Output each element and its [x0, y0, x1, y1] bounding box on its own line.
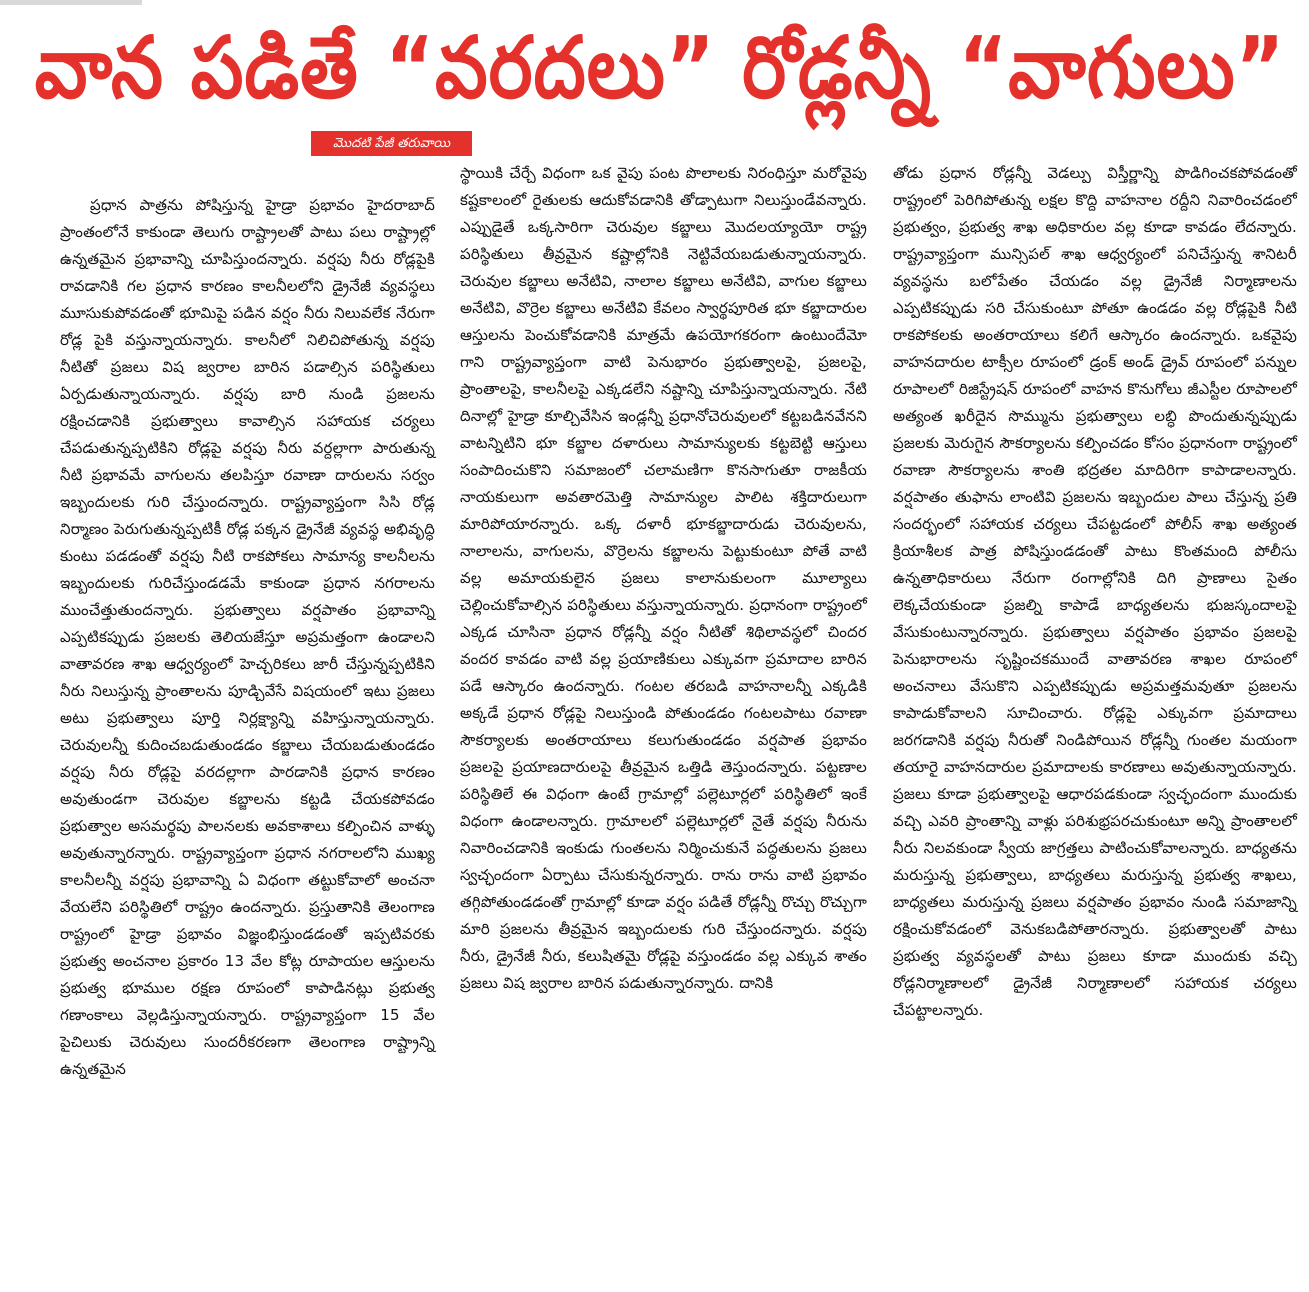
article-column-1-text: ప్రధాన పాత్రను పోషిస్తున్న హైడ్రా ప్రభావం హైదరాబాద్ ప్రాంతంలోనే కాకుండా తెలుగు రాష్ట్రాలతో పాటు పలు రాష్ట్రాల్లో ఉన్నతమైన ప్రభావాన్ని చూపిస్తుందన్నారు. వర్షపు నీరు రోడ్లపైకి రావడానికి గల ప్రధాన కారణం కాలనీలలోని డ్రైనేజీ వ్యవస్థలు మూసుకుపోవడంతో భూమిపై పడిన వర్షం నీరు నిలువలేక నేరుగా రోడ్ల పైకి వస్తున్నాయన్నారు. కాలనీలో నిలిచిపోతున్న వర్షపు నీటితో ప్రజలు విష జ్వరాల బారిన పడాల్సిన పరిస్థితులు ఏర్పడుతున్నాయన్నారు. వర్షపు బారి నుండి ప్రజలను రక్షించడానికి ప్రభుత్వాలు కావాల్సిన సహాయక చర్యలు చేపడుతున్నప్పటికిని రోడ్లపై వర్షపు నీరు వర్దల్లాగా పారుతున్న నీటి ప్రభావమే వాగులను తలపిస్తూ రవాణా దారులను సర్వం ఇబ్బందులకు గురి చేస్తుందన్నారు. రాష్ట్రవ్యాప్తంగా సిసి రోడ్ల నిర్మాణం పెరుగుతున్నప్పటికీ రోడ్ల పక్కన డ్రైనేజీ వ్యవస్థ అభివృద్ధి కుంటు పడడంతో వర్షపు నీటి రాకపోకలు సామాన్య కాలనీలను ఇబ్బందులకు గురిచేస్తుండడమే కాకుండా ప్రధాన నగరాలను ముంచేత్తుతుందన్నారు. ప్రభుత్వాలు వర్షపాతం ప్రభావాన్ని ఎప్పటికప్పుడు ప్రజలకు తెలియజేస్తూ అప్రమత్తంగా ఉండాలని వాతావరణ శాఖ ఆధ్వర్యంలో హెచ్చరికలు జారీ చేస్తున్నప్పటికిని నీరు నిలుస్తున్న ప్రాంతాలను పూడ్చివేసే విషయంలో ఇటు ప్రజలు అటు ప్రభుత్వాలు పూర్తి నిర్లక్ష్యాన్ని వహిస్తున్నాయన్నారు. చెరువులన్నీ కుదించబడుతుండడం కబ్జాలు చేయబడుతుండడం వర్షపు నీరు రోడ్లపై వరదల్లాగా పారడానికి ప్రధాన కారణం అవుతుండగా చెరువుల కబ్జాలను కట్టడి చేయకపోవడం ప్రభుత్వాల అసమర్థపు పాలనలకు అవకాశాలు కల్పించిన వాళ్ళు అవుతున్నారన్నారు. రాష్ట్రవ్యాప్తంగా ప్రధాన నగరాలలోని ముఖ్య కాలనీలన్నీ వర్షపు ప్రభావాన్ని ఏ విధంగా తట్టుకోవాలో అంచనా వేయలేని పరిస్థితిలో రాష్ట్రం ఉందన్నారు. ప్రస్తుతానికి తెలంగాణ రాష్ట్రంలో హైడ్రా ప్రభావం విజ్ఞంభిస్తుండడంతో ఇప్పటివరకు ప్రభుత్వ అంచనాల ప్రకారం 13 వేల కోట్ల రూపాయల ఆస్తులను ప్రభుత్వ భూముల రక్షణ రూపంలో కాపాడినట్లు ప్రభుత్వ గణాంకాలు వెల్లడిస్తున్నాయన్నారు. రాష్ట్రవ్యాప్తంగా 15 వేల పైచిలుకు చెరువులు సుందరీకరణగా తెలంగాణ రాష్ట్రాన్ని ఉన్నతమైన: [60, 196, 435, 1078]
continued-from-front-page-tag: మొదటి పేజీ తరువాయి: [311, 131, 472, 156]
article-column-3-text: తోడు ప్రధాన రోడ్లన్నీ వెడల్పు విస్తీర్ణాన్ని పొడిగించకపోవడంతో రాష్ట్రంలో పెరిగిపోతున్న లక్షల కొద్ది వాహనాల రద్దీని నివారించడంలో ప్రభుత్వం, ప్రభుత్వ శాఖ అధికారుల వల్ల కూడా కావడం లేదన్నారు. రాష్ట్రవ్యాప్తంగా మున్సిపల్ శాఖ ఆధ్వర్యంలో పనిచేస్తున్న శానిటరీ వ్యవస్థను బలోపేతం చేయడం వల్ల డ్రైనేజీ నిర్మాణాలను ఎప్పటికప్పుడు సరి చేసుకుంటూ పోతూ ఉండడం వల్ల రోడ్లపైకి నీటి రాకపోకలకు అంతరాయాలు కలిగే ఆస్కారం ఉందన్నారు. ఒకవైపు వాహనదారుల టాక్సీల రూపంలో డ్రంక్ అండ్ డ్రైవ్ రూపంలో పన్నుల రూపాలలో రిజిస్ట్రేషన్ రూపంలో వాహన కొనుగోలు జీఎస్టీల రూపాలలో అత్యంత ఖరీదైన సొమ్మును ప్రభుత్వాలు లబ్ధి పొందుతున్నప్పుడు ప్రజలకు మెరుగైన సౌకర్యాలను కల్పించడం కోసం ప్రధానంగా రాష్ట్రంలో రవాణా సౌకర్యాలను శాంతి భద్రతల మాదిరిగా కాపాడాలన్నారు. వర్షపాతం తుఫాను లాంటివి ప్రజలను ఇబ్బందుల పాలు చేస్తున్న ప్రతి సందర్భంలో సహాయక చర్యలు చేపట్టడంలో పోలీస్ శాఖ అత్యంత క్రియాశీలక పాత్ర పోషిస్తుండడంతో పాటు కొంతమంది పోలీసు ఉన్నతాధికారులు నేరుగా రంగాల్లోనికి దిగి ప్రాణాలు సైతం లెక్కచేయకుండా ప్రజల్ని కాపాడే బాధ్యతలను భుజస్కందాలపై వేసుకుంటున్నారన్నారు. ప్రభుత్వాలు వర్షపాతం ప్రభావం ప్రజలపై పెనుభారాలను సృష్టించకముందే వాతావరణ శాఖల రూపంలో అంచనాలు వేసుకొని ఎప్పటికప్పుడు అప్రమత్తమవుతూ ప్రజలను కాపాడుకోవాలని సూచించారు. రోడ్లపై ఎక్కువగా ప్రమాదాలు జరగడానికి వర్షపు నీరుతో నిండిపోయిన రోడ్లన్నీ గుంతల మయంగా తయారై వాహనదారుల ప్రమాదాలకు కారణాలు అవుతున్నాయన్నారు. ప్రజలు కూడా ప్రభుత్వాలపై ఆధారపడకుండా స్వచ్ఛందంగా ముందుకు వచ్చి ఎవరి ప్రాంతాన్ని వాళ్లు పరిశుభ్రపరచుకుంటూ అన్ని ప్రాంతాలలో నీరు నిలవకుండా స్వీయ జాగ్రత్తలు పాటించుకోవాలన్నారు. బాధ్యతను మరుస్తున్న ప్రభుత్వాలు, బాధ్యతలు మరుస్తున్న ప్రభుత్వ శాఖలు, బాధ్యతలు మరుస్తున్న ప్రజలు వర్షపాతం ప్రభావం నుండి సమాజాన్ని రక్షించుకోవడంలో వెనుకబడిపోతారన్నారు. ప్రభుత్వాలతో పాటు ప్రభుత్వ వ్యవస్థలతో పాటు ప్రజలు కూడా ముందుకు వచ్చి రోడ్లనిర్మాణాలలో డ్రైనేజీ నిర్మాణాలలో సహాయక చర్యలు చేపట్టాలన్నారు.: [893, 164, 1297, 1019]
article-column-2-text: స్థాయికి చేర్చే విధంగా ఒక వైపు పంట పొలాలకు నిరంధిస్తూ మరోవైపు కష్టకాలంలో రైతులకు ఆదుకోవడానికి తోడ్పాటుగా నిలుస్తుండేవన్నారు. ఎప్పుడైతే ఒక్కసారిగా చెరువుల కబ్జాలు మొదలయ్యాయో రాష్ట్ర పరిస్థితులు తీవ్రమైన కష్టాల్లోనికి నెట్టివేయబడుతున్నాయన్నారు. చెరువుల కబ్జాలు అనేటివి, నాలాల కబ్జాలు అనేటివి, వాగుల కబ్జాలు అనేటివి, వొర్రెల కబ్జాలు అనేటివి కేవలం స్వార్థపూరిత భూ కబ్జాదారుల ఆస్తులను పెంచుకోవడానికి మాత్రమే ఉపయోగకరంగా ఉంటుందేమో గాని రాష్ట్రవ్యాప్తంగా వాటి పెనుభారం ప్రభుత్వాలపై, ప్రజలపై, ప్రాంతాలపై, కాలనీలపై ఎక్కడలేని నష్టాన్ని చూపిస్తున్నాయన్నారు. నేటి దినాల్లో హైడ్రా కూల్చివేసిన ఇండ్లన్నీ ప్రధానోచెరువులలో కట్టబడినవేనని వాటన్నిటిని భూ కబ్జాల దళారులు సామాన్యులకు కట్టబెట్టి ఆస్తులు సంపాదించుకొని సమాజంలో చలామణిగా కొనసాగుతూ రాజకీయ నాయకులుగా అవతారమెత్తి సామాన్యుల పాలిట శక్తిదారులుగా మారిపోయారన్నారు. ఒక్క దళారీ భూకబ్జాదారుడు చెరువులను, నాలాలను, వాగులను, వొర్రెలను కబ్జాలను పెట్టుకుంటూ పోతే వాటి వల్ల అమాయకులైన ప్రజలు కాలానుకులంగా మూల్యాలు చెల్లించుకోవాల్సిన పరిస్థితులు వస్తున్నాయన్నారు. ప్రధానంగా రాష్ట్రంలో ఎక్కడ చూసినా ప్రధాన రోడ్లన్నీ వర్షం నీటితో శిథిలావస్థలో చిందర వందర కావడం వాటి వల్ల ప్రయాణికులు ఎక్కువగా ప్రమాదాల బారిన పడే ఆస్కారం ఉందన్నారు. గంటల తరబడి వాహనాలన్నీ ఎక్కడికి అక్కడే ప్రధాన రోడ్లపై నిలుస్తుండి పోతుండడం గంటలపాటు రవాణా సౌకర్యాలకు అంతరాయాలు కలుగుతుండడం వర్షపాత ప్రభావం ప్రజలపై ప్రయాణదారులపై తీవ్రమైన ఒత్తిడి తెస్తుందన్నారు. పట్టణాల పరిస్థితిలే ఈ విధంగా ఉంటే గ్రామాల్లో పల్లెటూర్లలో పరిస్థితిలో ఇంకే విధంగా ఉండాలన్నారు. గ్రామాలలో పల్లెటూర్లలో నైతే వర్షపు నీరును నివారించడానికి ఇంకుడు గుంతలను నిర్మించుకునే పద్ధతులను ప్రజలు స్వచ్ఛందంగా ఏర్పాటు చేసుకున్నరన్నారు. రాను రాను వాటి ప్రభావం తగ్గిపోతుండడంతో గ్రామాల్లో కూడా వర్షం పడితే రోడ్లన్నీ రొచ్చు రొచ్చుగా మారి ప్రజలను తీవ్రమైన ఇబ్బందులకు గురి చేస్తుందన్నారు. వర్షపు నీరు, డ్రైనేజీ నీరు, కలుషితమై రోడ్లపై వస్తుండడం వల్ల ఎక్కువ శాతం ప్రజలు విష జ్వరాల బారిన పడుతున్నారన్నారు. దానికి: [460, 164, 867, 992]
headline: వాన పడితే “వరదలు” రోడ్లన్నీ “వాగులు”: [34, 18, 1286, 118]
article-column-1: [60, 192, 435, 1083]
article-column-2: [460, 160, 867, 997]
article-column-3: [893, 160, 1297, 1024]
